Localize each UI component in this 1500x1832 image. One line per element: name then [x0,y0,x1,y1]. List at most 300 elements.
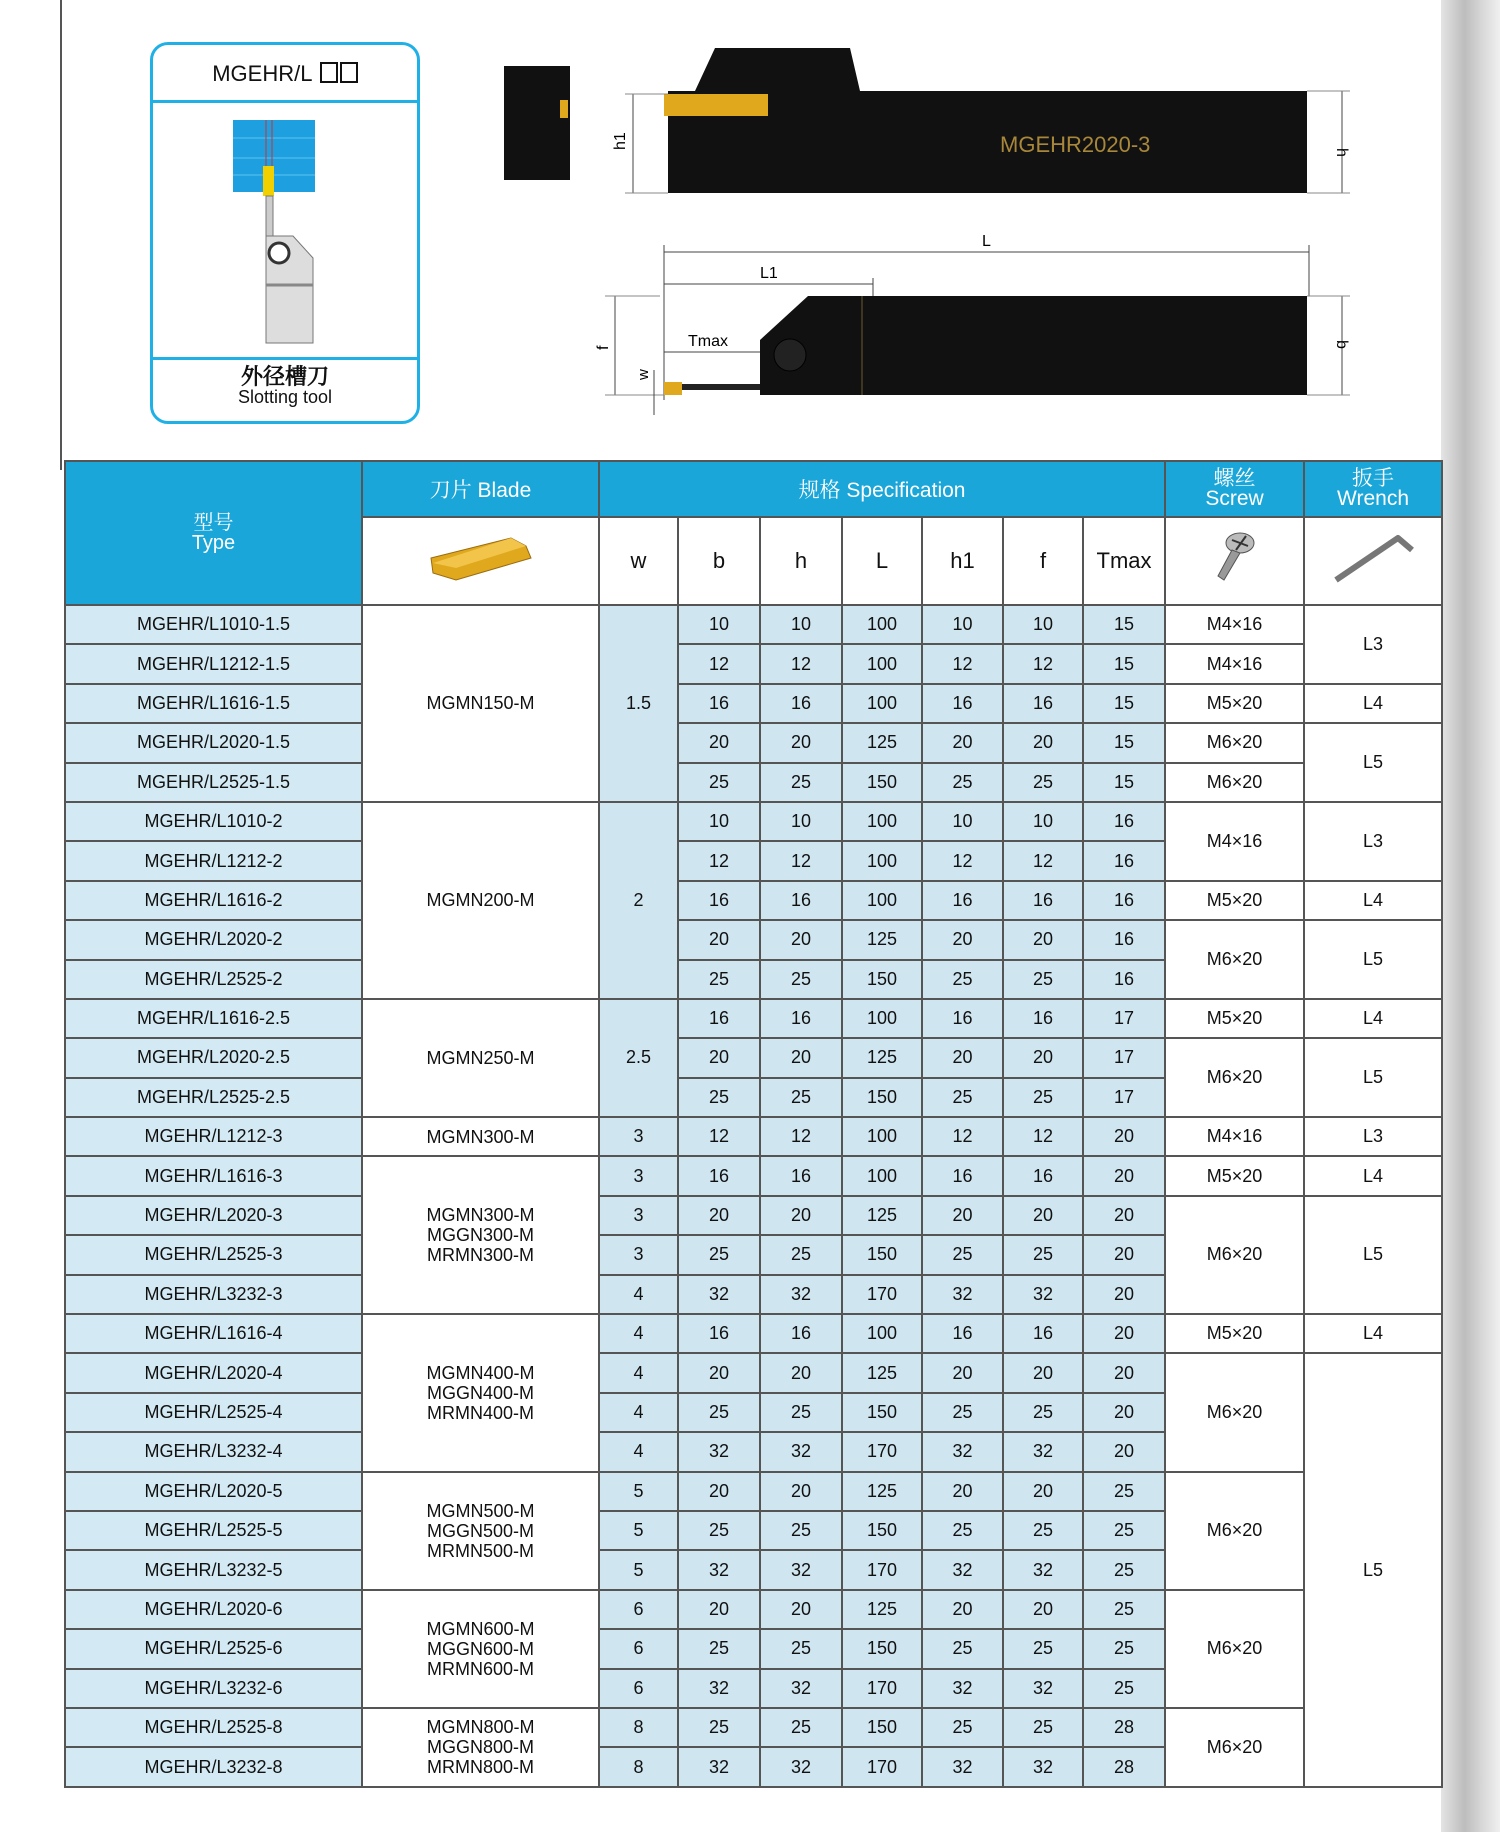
screw-cell: M5×20 [1165,684,1304,723]
type-cell: MGEHR/L3232-8 [65,1747,362,1786]
w-cell: 4 [599,1393,678,1432]
label-h1: h1 [612,132,629,150]
spec-f-cell: 16 [1003,1314,1083,1353]
spec-h-cell: 10 [760,802,842,841]
w-cell: 2 [599,802,678,999]
spec-f-cell: 32 [1003,1432,1083,1471]
spec-b-cell: 20 [678,1353,760,1392]
type-cell: MGEHR/L3232-3 [65,1275,362,1314]
table-row [65,1038,1442,1077]
table-row [65,763,1442,802]
spec-tmax-cell: 15 [1083,763,1165,802]
blade-model: MGMN300-M [426,1205,535,1226]
spec-l-cell: 125 [842,723,922,762]
spec-h1-cell: 25 [922,1511,1003,1550]
column-header-h: h [760,517,842,605]
blade-model: MGMN800-M [426,1717,535,1738]
wrench-cell: L5 [1304,1038,1442,1117]
spec-h-cell: 25 [760,1393,842,1432]
spec-h-cell: 20 [760,723,842,762]
spec-f-cell: 16 [1003,1156,1083,1195]
spec-f-cell: 25 [1003,1078,1083,1117]
spec-l-cell: 150 [842,1708,922,1747]
spec-h1-cell: 10 [922,802,1003,841]
header-screw [1165,461,1304,517]
table-row [65,802,1442,841]
table-row [65,723,1442,762]
header-spec: 规格 Specification [599,461,1165,517]
spec-h1-cell: 25 [922,1629,1003,1668]
blade-model: MGMN250-M [426,1047,535,1068]
spec-b-cell: 16 [678,881,760,920]
type-cell: MGEHR/L2020-4 [65,1353,362,1392]
wrench-cell: L4 [1304,881,1442,920]
type-cell: MGEHR/L2525-4 [65,1393,362,1432]
spec-h-cell: 20 [760,1196,842,1235]
spec-b-cell: 25 [678,1235,760,1274]
spec-h1-cell: 25 [922,960,1003,999]
blade-model: MGMN300-M [426,1126,535,1147]
spec-b-cell: 20 [678,723,760,762]
blade-cell [362,1708,599,1787]
spec-b-cell: 20 [678,1590,760,1629]
spec-l-cell: 100 [842,802,922,841]
blade-model: MGMN200-M [426,890,535,911]
spec-tmax-cell: 25 [1083,1472,1165,1511]
slotting-tool-icon [153,103,417,357]
screw-cell: M6×20 [1165,763,1304,802]
spec-tmax-cell: 20 [1083,1117,1165,1156]
spec-b-cell: 20 [678,1472,760,1511]
page-edge-shadow [1441,0,1500,1832]
screw-cell: M4×16 [1165,605,1304,644]
spec-tmax-cell: 20 [1083,1314,1165,1353]
header-type-zh: 型号 [193,512,234,534]
label-Tmax: Tmax [688,333,728,350]
spec-tmax-cell: 25 [1083,1629,1165,1668]
w-cell: 8 [599,1747,678,1786]
w-cell: 4 [599,1314,678,1353]
product-card [150,42,420,424]
spec-h1-cell: 25 [922,1708,1003,1747]
spec-h-cell: 16 [760,1156,842,1195]
spec-b-cell: 10 [678,605,760,644]
spec-tmax-cell: 17 [1083,1078,1165,1117]
type-cell: MGEHR/L1010-1.5 [65,605,362,644]
screw-icon [1165,517,1304,605]
blade-cell [362,999,599,1117]
screw-cell: M6×20 [1165,1196,1304,1314]
spec-h1-cell: 32 [922,1432,1003,1471]
blade-cell [362,605,599,802]
spec-h-cell: 32 [760,1432,842,1471]
type-cell: MGEHR/L2020-5 [65,1472,362,1511]
spec-tmax-cell: 20 [1083,1156,1165,1195]
hex-wrench-icon [1304,517,1442,605]
spec-l-cell: 125 [842,920,922,959]
spec-tmax-cell: 25 [1083,1669,1165,1708]
blade-model: MRMN300-M [426,1245,534,1266]
header-wrench [1304,461,1442,517]
blade-model: MGMN600-M [426,1618,535,1639]
spec-l-cell: 170 [842,1747,922,1786]
spec-tmax-cell: 16 [1083,802,1165,841]
card-caption [153,360,417,406]
table-row [65,920,1442,959]
column-header-b: b [678,517,760,605]
spec-h-cell: 32 [760,1275,842,1314]
type-cell: MGEHR/L2525-6 [65,1629,362,1668]
card-title-text: MGEHR/L [212,61,312,86]
type-cell: MGEHR/L1212-1.5 [65,644,362,683]
spec-h1-cell: 16 [922,999,1003,1038]
spec-l-cell: 150 [842,1511,922,1550]
spec-table [64,460,1443,1788]
spec-tmax-cell: 17 [1083,999,1165,1038]
spec-b-cell: 16 [678,684,760,723]
spec-b-cell: 25 [678,1393,760,1432]
caption-en: Slotting tool [237,387,333,407]
w-cell: 3 [599,1117,678,1156]
screw-cell: M6×20 [1165,920,1304,999]
spec-l-cell: 150 [842,1393,922,1432]
type-cell: MGEHR/L1010-2 [65,802,362,841]
spec-b-cell: 32 [678,1432,760,1471]
spec-tmax-cell: 28 [1083,1747,1165,1786]
spec-tmax-cell: 16 [1083,841,1165,880]
spec-l-cell: 100 [842,881,922,920]
spec-b-cell: 16 [678,1156,760,1195]
blade-model: MGGN400-M [426,1382,534,1403]
table-row [65,1117,1442,1156]
spec-h-cell: 20 [760,1353,842,1392]
spec-b-cell: 32 [678,1747,760,1786]
w-cell: 6 [599,1629,678,1668]
spec-f-cell: 20 [1003,1590,1083,1629]
table-row [65,1314,1442,1353]
spec-h1-cell: 12 [922,841,1003,880]
blade-model: MRMN600-M [426,1658,534,1679]
spec-f-cell: 20 [1003,1472,1083,1511]
margin-line [60,0,62,470]
slotting-illustration [153,103,417,360]
wrench-cell: L4 [1304,1314,1442,1353]
screw-cell: M6×20 [1165,1590,1304,1708]
table-row [65,999,1442,1038]
spec-tmax-cell: 16 [1083,881,1165,920]
type-cell: MGEHR/L1616-4 [65,1314,362,1353]
screw-cell: M5×20 [1165,881,1304,920]
spec-h-cell: 12 [760,644,842,683]
spec-h1-cell: 25 [922,763,1003,802]
blade-cell [362,1590,599,1708]
w-cell: 5 [599,1472,678,1511]
spec-h-cell: 25 [760,1708,842,1747]
spec-f-cell: 25 [1003,1393,1083,1432]
type-cell: MGEHR/L2525-5 [65,1511,362,1550]
type-cell: MGEHR/L2020-3 [65,1196,362,1235]
type-cell: MGEHR/L2525-8 [65,1708,362,1747]
spec-l-cell: 100 [842,1314,922,1353]
spec-h-cell: 16 [760,684,842,723]
label-b: b [1333,340,1350,349]
card-title [153,45,417,103]
type-cell: MGEHR/L2020-1.5 [65,723,362,762]
spec-l-cell: 150 [842,763,922,802]
spec-tmax-cell: 15 [1083,684,1165,723]
spec-h1-cell: 12 [922,1117,1003,1156]
spec-b-cell: 16 [678,1314,760,1353]
type-cell: MGEHR/L3232-5 [65,1550,362,1589]
spec-f-cell: 16 [1003,999,1083,1038]
spec-tmax-cell: 20 [1083,1393,1165,1432]
placeholder-box [340,62,358,83]
spec-h1-cell: 16 [922,1156,1003,1195]
label-L: L [982,233,991,250]
spec-tmax-cell: 28 [1083,1708,1165,1747]
spec-b-cell: 12 [678,1117,760,1156]
spec-tmax-cell: 17 [1083,1038,1165,1077]
spec-f-cell: 20 [1003,920,1083,959]
table-row [65,1472,1442,1511]
w-cell: 4 [599,1432,678,1471]
column-header-w: w [599,517,678,605]
blade-model: MRMN800-M [426,1757,534,1778]
label-L1: L1 [760,265,778,282]
spec-h-cell: 16 [760,1314,842,1353]
blade-cell [362,1156,599,1314]
spec-h1-cell: 25 [922,1235,1003,1274]
spec-l-cell: 170 [842,1669,922,1708]
spec-h1-cell: 20 [922,1038,1003,1077]
spec-h-cell: 20 [760,1590,842,1629]
spec-b-cell: 32 [678,1550,760,1589]
spec-h1-cell: 20 [922,1472,1003,1511]
blade-cell [362,802,599,999]
spec-f-cell: 16 [1003,881,1083,920]
type-cell: MGEHR/L2020-2.5 [65,1038,362,1077]
spec-f-cell: 10 [1003,802,1083,841]
spec-l-cell: 150 [842,1078,922,1117]
header-blade: 刀片 Blade [362,461,599,517]
end-view [504,66,570,180]
header-type-en: Type [191,532,236,554]
spec-f-cell: 32 [1003,1275,1083,1314]
wrench-cell: L5 [1304,1196,1442,1314]
screw-cell: M4×16 [1165,644,1304,683]
header-screw-zh: 螺丝 [1213,467,1256,490]
column-header-l: L [842,517,922,605]
wrench-cell: L5 [1304,920,1442,999]
spec-h1-cell: 20 [922,1353,1003,1392]
spec-tmax-cell: 25 [1083,1511,1165,1550]
spec-f-cell: 32 [1003,1747,1083,1786]
spec-l-cell: 170 [842,1550,922,1589]
type-cell: MGEHR/L2525-3 [65,1235,362,1274]
wrench-cell: L4 [1304,684,1442,723]
spec-h-cell: 10 [760,605,842,644]
spec-h1-cell: 32 [922,1550,1003,1589]
spec-h1-cell: 32 [922,1275,1003,1314]
spec-b-cell: 20 [678,1038,760,1077]
spec-l-cell: 125 [842,1353,922,1392]
spec-tmax-cell: 20 [1083,1432,1165,1471]
spec-l-cell: 100 [842,1156,922,1195]
spec-l-cell: 100 [842,605,922,644]
spec-h1-cell: 16 [922,684,1003,723]
type-cell: MGEHR/L2525-2.5 [65,1078,362,1117]
spec-l-cell: 125 [842,1038,922,1077]
spec-h-cell: 20 [760,1472,842,1511]
wrench-cell: L4 [1304,1156,1442,1195]
spec-f-cell: 12 [1003,644,1083,683]
screw-cell: M5×20 [1165,999,1304,1038]
screw-cell: M6×20 [1165,1472,1304,1590]
spec-b-cell: 25 [678,1708,760,1747]
w-cell: 8 [599,1708,678,1747]
column-header-h1: h1 [922,517,1003,605]
spec-h1-cell: 20 [922,723,1003,762]
spec-tmax-cell: 15 [1083,723,1165,762]
header-screw-en: Screw [1205,487,1264,510]
spec-l-cell: 100 [842,684,922,723]
spec-h1-cell: 32 [922,1747,1003,1786]
spec-b-cell: 25 [678,960,760,999]
table-row [65,1156,1442,1195]
spec-tmax-cell: 20 [1083,1196,1165,1235]
spec-l-cell: 125 [842,1472,922,1511]
table-row [65,684,1442,723]
wrench-cell: L3 [1304,605,1442,684]
type-cell: MGEHR/L2525-2 [65,960,362,999]
blade-model: MGGN600-M [426,1638,534,1659]
spec-f-cell: 32 [1003,1669,1083,1708]
spec-l-cell: 170 [842,1275,922,1314]
spec-h-cell: 12 [760,841,842,880]
spec-h-cell: 32 [760,1669,842,1708]
spec-h1-cell: 20 [922,1196,1003,1235]
spec-l-cell: 150 [842,1235,922,1274]
column-header-f: f [1003,517,1083,605]
type-cell: MGEHR/L1212-3 [65,1117,362,1156]
table-row [65,881,1442,920]
spec-b-cell: 25 [678,1629,760,1668]
label-h: h [1333,148,1350,157]
spec-h-cell: 32 [760,1747,842,1786]
header-wrench-en: Wrench [1337,487,1410,510]
table-row [65,1708,1442,1747]
spec-tmax-cell: 15 [1083,644,1165,683]
blade-model: MGMN400-M [426,1362,535,1383]
w-cell: 5 [599,1550,678,1589]
wrench-cell: L3 [1304,802,1442,881]
spec-h1-cell: 20 [922,1590,1003,1629]
type-cell: MGEHR/L1616-1.5 [65,684,362,723]
spec-tmax-cell: 25 [1083,1550,1165,1589]
spec-l-cell: 150 [842,960,922,999]
spec-tmax-cell: 20 [1083,1275,1165,1314]
spec-tmax-cell: 16 [1083,960,1165,999]
caption-zh: 外径槽刀 [240,364,329,389]
screw-cell: M5×20 [1165,1156,1304,1195]
type-cell: MGEHR/L2020-6 [65,1590,362,1629]
spec-f-cell: 20 [1003,1196,1083,1235]
spec-tmax-cell: 20 [1083,1235,1165,1274]
spec-b-cell: 25 [678,1511,760,1550]
w-cell: 5 [599,1511,678,1550]
spec-l-cell: 125 [842,1590,922,1629]
spec-h-cell: 16 [760,999,842,1038]
table-row [65,1353,1442,1392]
blade-cell [362,1314,599,1472]
spec-f-cell: 25 [1003,1629,1083,1668]
type-cell: MGEHR/L1212-2 [65,841,362,880]
spec-h1-cell: 10 [922,605,1003,644]
spec-f-cell: 25 [1003,1708,1083,1747]
spec-h-cell: 16 [760,881,842,920]
spec-f-cell: 20 [1003,1038,1083,1077]
screw-cell: M6×20 [1165,1708,1304,1787]
engraving: MGEHR2020-3 [1000,132,1151,157]
w-cell: 3 [599,1196,678,1235]
type-cell: MGEHR/L3232-4 [65,1432,362,1471]
spec-l-cell: 100 [842,841,922,880]
spec-f-cell: 25 [1003,1235,1083,1274]
table-row [65,1590,1442,1629]
w-cell: 2.5 [599,999,678,1117]
type-cell: MGEHR/L2525-1.5 [65,763,362,802]
spec-l-cell: 150 [842,1629,922,1668]
blade-cell [362,1472,599,1590]
type-cell: MGEHR/L1616-2 [65,881,362,920]
w-cell: 6 [599,1590,678,1629]
spec-b-cell: 10 [678,802,760,841]
spec-b-cell: 20 [678,1196,760,1235]
spec-h1-cell: 20 [922,920,1003,959]
type-cell: MGEHR/L2020-2 [65,920,362,959]
spec-b-cell: 12 [678,841,760,880]
spec-f-cell: 25 [1003,763,1083,802]
top-view [595,233,1350,415]
table-row [65,644,1442,683]
table-row [65,1196,1442,1235]
spec-b-cell: 25 [678,1078,760,1117]
spec-f-cell: 16 [1003,684,1083,723]
w-cell: 3 [599,1235,678,1274]
spec-h-cell: 25 [760,763,842,802]
spec-b-cell: 12 [678,644,760,683]
spec-b-cell: 25 [678,763,760,802]
spec-h1-cell: 32 [922,1669,1003,1708]
spec-h-cell: 25 [760,1235,842,1274]
type-cell: MGEHR/L1616-3 [65,1156,362,1195]
tool-holder-drawing [480,40,1380,430]
spec-f-cell: 25 [1003,1511,1083,1550]
table-row [65,605,1442,644]
header-type [65,461,362,605]
header-wrench-zh: 扳手 [1352,467,1395,490]
spec-f-cell: 20 [1003,1353,1083,1392]
w-cell: 4 [599,1353,678,1392]
spec-f-cell: 32 [1003,1550,1083,1589]
spec-h-cell: 20 [760,1038,842,1077]
spec-l-cell: 100 [842,999,922,1038]
blade-model: MRMN500-M [426,1540,534,1561]
spec-l-cell: 125 [842,1196,922,1235]
spec-tmax-cell: 16 [1083,920,1165,959]
spec-h1-cell: 12 [922,644,1003,683]
spec-h-cell: 25 [760,960,842,999]
